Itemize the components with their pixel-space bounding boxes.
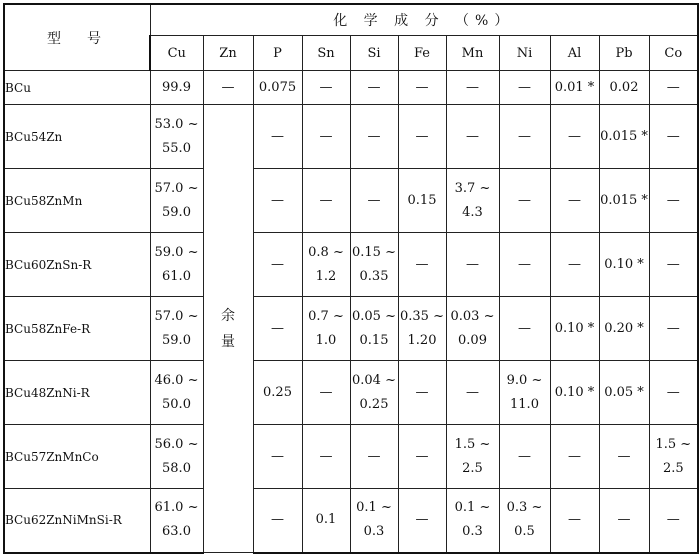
al-cell: — <box>550 425 599 489</box>
table-row <box>4 105 698 169</box>
al-cell: — <box>550 169 599 233</box>
mn-cell: 3.7 ~ 4.3 <box>446 169 499 233</box>
element-header-si: Si <box>350 36 398 71</box>
si-cell: — <box>350 105 398 169</box>
model-cell: BCu58ZnFe-R <box>4 297 150 361</box>
fe-cell: — <box>398 361 446 425</box>
fe-cell: 0.15 <box>398 169 446 233</box>
composition-table <box>3 3 699 554</box>
element-header-zn: Zn <box>203 36 253 71</box>
sn-cell: 0.1 <box>302 489 350 553</box>
pb-cell: 0.20 * <box>599 297 649 361</box>
model-cell: BCu57ZnMnCo <box>4 425 150 489</box>
element-header-p: P <box>253 36 302 71</box>
fe-cell: — <box>398 489 446 553</box>
fe-cell: — <box>398 105 446 169</box>
cu-cell: 59.0 ~ 61.0 <box>150 233 203 297</box>
p-cell: — <box>253 105 302 169</box>
co-cell: — <box>649 169 698 233</box>
pb-cell: 0.015 * <box>599 169 649 233</box>
si-cell: 0.15 ~ 0.35 <box>350 233 398 297</box>
al-cell: 0.10 * <box>550 361 599 425</box>
mn-cell: 0.03 ~ 0.09 <box>446 297 499 361</box>
al-cell: — <box>550 105 599 169</box>
mn-cell: — <box>446 361 499 425</box>
p-cell: — <box>253 489 302 553</box>
fe-cell: — <box>398 233 446 297</box>
sn-cell: — <box>302 105 350 169</box>
model-header: 型 号 <box>4 4 150 71</box>
p-cell: — <box>253 425 302 489</box>
zn-remainder-cell <box>203 105 253 553</box>
pb-cell: 0.05 * <box>599 361 649 425</box>
co-cell: — <box>649 105 698 169</box>
co-cell: — <box>649 489 698 553</box>
element-header-pb: Pb <box>599 36 649 71</box>
al-cell: 0.10 * <box>550 297 599 361</box>
zn-remainder-text: 余量 <box>221 307 235 350</box>
ni-cell: 9.0 ~ 11.0 <box>499 361 550 425</box>
model-cell: BCu <box>4 71 150 105</box>
cu-cell: 56.0 ~ 58.0 <box>150 425 203 489</box>
mn-cell: — <box>446 105 499 169</box>
mn-cell: 1.5 ~ 2.5 <box>446 425 499 489</box>
element-header-cu: Cu <box>150 36 203 71</box>
co-cell: — <box>649 361 698 425</box>
mn-cell: — <box>446 233 499 297</box>
zn-cell: — <box>203 71 253 105</box>
element-header-co: Co <box>649 36 698 71</box>
model-cell: BCu60ZnSn-R <box>4 233 150 297</box>
al-cell: — <box>550 233 599 297</box>
element-header-mn: Mn <box>446 36 499 71</box>
cu-cell: 99.9 <box>150 71 203 105</box>
table-row <box>4 71 698 105</box>
table-row <box>4 169 698 233</box>
ni-cell: — <box>499 297 550 361</box>
header-row-group <box>4 4 698 36</box>
si-cell: — <box>350 425 398 489</box>
al-cell: 0.01 * <box>550 71 599 105</box>
pb-cell: 0.10 * <box>599 233 649 297</box>
table-row <box>4 425 698 489</box>
model-cell: BCu62ZnNiMnSi-R <box>4 489 150 553</box>
p-cell: 0.25 <box>253 361 302 425</box>
fe-cell: 0.35 ~ 1.20 <box>398 297 446 361</box>
ni-cell: — <box>499 425 550 489</box>
table-row <box>4 233 698 297</box>
ni-cell: — <box>499 233 550 297</box>
element-header-ni: Ni <box>499 36 550 71</box>
si-cell: 0.05 ~ 0.15 <box>350 297 398 361</box>
si-cell: 0.1 ~ 0.3 <box>350 489 398 553</box>
mn-cell: — <box>446 71 499 105</box>
sn-cell: — <box>302 169 350 233</box>
composition-header: 化 学 成 分 （%） <box>150 4 698 36</box>
element-header-sn: Sn <box>302 36 350 71</box>
table-row <box>4 361 698 425</box>
model-cell: BCu48ZnNi-R <box>4 361 150 425</box>
sn-cell: 0.8 ~ 1.2 <box>302 233 350 297</box>
cu-cell: 57.0 ~ 59.0 <box>150 169 203 233</box>
cu-cell: 46.0 ~ 50.0 <box>150 361 203 425</box>
co-cell: 1.5 ~ 2.5 <box>649 425 698 489</box>
element-header-fe: Fe <box>398 36 446 71</box>
model-cell: BCu58ZnMn <box>4 169 150 233</box>
co-cell: — <box>649 297 698 361</box>
ni-cell: — <box>499 71 550 105</box>
element-header-al: Al <box>550 36 599 71</box>
pb-cell: 0.02 <box>599 71 649 105</box>
model-cell: BCu54Zn <box>4 105 150 169</box>
ni-cell: — <box>499 105 550 169</box>
sn-cell: — <box>302 361 350 425</box>
sn-cell: 0.7 ~ 1.0 <box>302 297 350 361</box>
sn-cell: — <box>302 425 350 489</box>
cu-cell: 61.0 ~ 63.0 <box>150 489 203 553</box>
table-row <box>4 297 698 361</box>
si-cell: — <box>350 169 398 233</box>
al-cell: — <box>550 489 599 553</box>
fe-cell: — <box>398 71 446 105</box>
p-cell: — <box>253 169 302 233</box>
si-cell: 0.04 ~ 0.25 <box>350 361 398 425</box>
si-cell: — <box>350 71 398 105</box>
pb-cell: 0.015 * <box>599 105 649 169</box>
co-cell: — <box>649 233 698 297</box>
cu-cell: 53.0 ~ 55.0 <box>150 105 203 169</box>
pb-cell: — <box>599 425 649 489</box>
mn-cell: 0.1 ~ 0.3 <box>446 489 499 553</box>
sn-cell: — <box>302 71 350 105</box>
p-cell: — <box>253 297 302 361</box>
table-row <box>4 489 698 553</box>
cu-cell: 57.0 ~ 59.0 <box>150 297 203 361</box>
ni-cell: — <box>499 169 550 233</box>
p-cell: — <box>253 233 302 297</box>
pb-cell: — <box>599 489 649 553</box>
fe-cell: — <box>398 425 446 489</box>
ni-cell: 0.3 ~ 0.5 <box>499 489 550 553</box>
p-cell: 0.075 <box>253 71 302 105</box>
co-cell: — <box>649 71 698 105</box>
